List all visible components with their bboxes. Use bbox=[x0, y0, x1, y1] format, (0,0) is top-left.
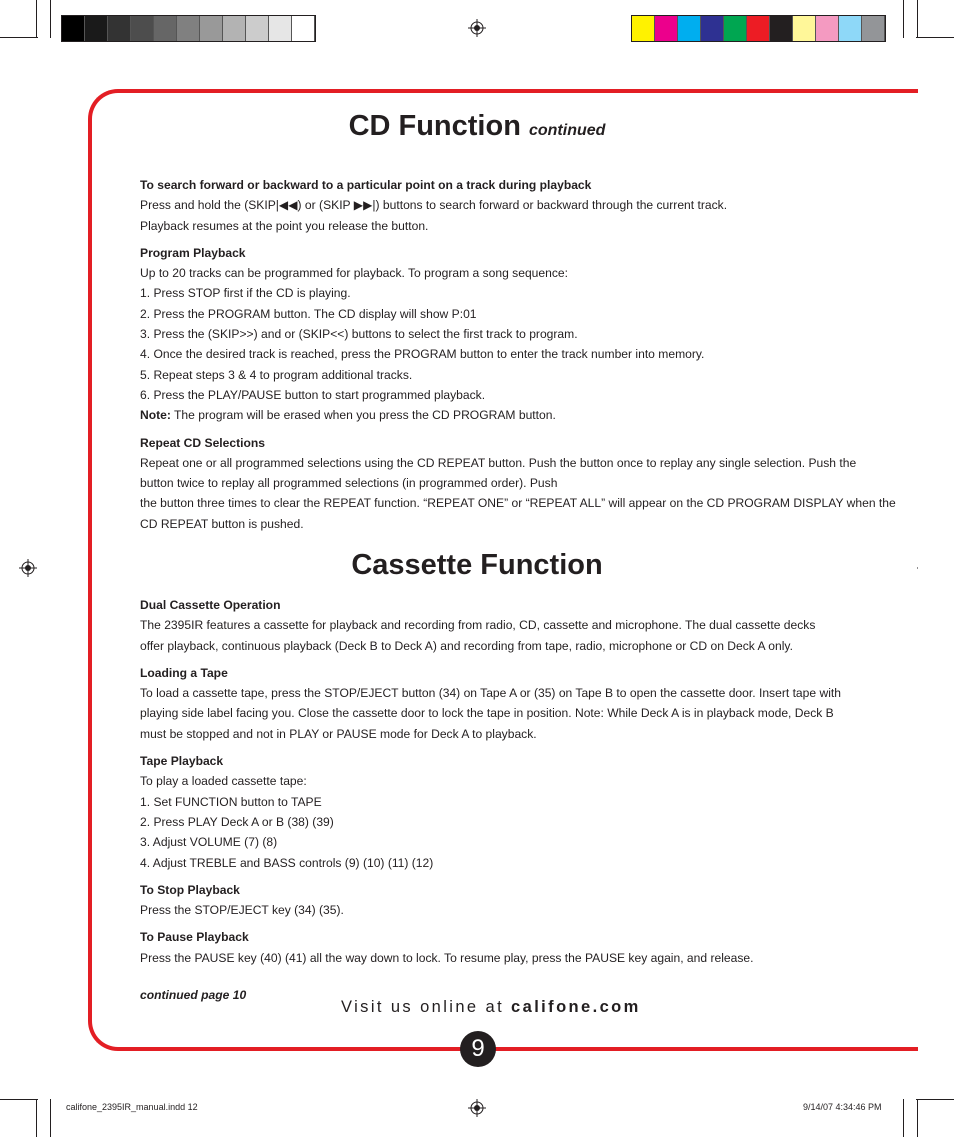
title-cd-text: CD Function bbox=[348, 110, 521, 142]
section-heading: Program Playback bbox=[140, 245, 246, 260]
body-line: Press the PAUSE key (40) (41) all the way down to lock. To resume play, press the PAUSE key again, and release. bbox=[140, 950, 754, 965]
program-section bbox=[140, 243, 900, 426]
color-swatch bbox=[269, 16, 292, 41]
section-heading: To search forward or backward to a particular point on a track during playback bbox=[140, 178, 592, 192]
color-swatch bbox=[655, 16, 678, 41]
color-swatch bbox=[85, 16, 108, 41]
body-line: 3. Adjust VOLUME (7) (8) bbox=[140, 835, 278, 850]
crop-mark bbox=[916, 1099, 954, 1100]
color-swatch bbox=[154, 16, 177, 41]
color-swatch bbox=[724, 16, 747, 41]
grayscale-color-bar bbox=[61, 15, 316, 42]
note-label: Note: bbox=[140, 408, 171, 423]
continued-note: continued page 10 bbox=[140, 988, 247, 1002]
page-title-cd bbox=[0, 110, 954, 143]
color-swatch bbox=[632, 16, 655, 41]
body-line: the button three times to clear the REPEAT function. “REPEAT ONE” or “REPEAT ALL” will appear on the CD PROGRAM DISPLAY when the bbox=[140, 496, 896, 511]
color-swatch bbox=[292, 16, 315, 41]
color-swatch bbox=[200, 16, 223, 41]
crop-mark bbox=[0, 37, 38, 38]
crop-mark bbox=[917, 0, 918, 38]
registration-mark-icon bbox=[468, 19, 486, 37]
slug-date: 9/14/07 4:34:46 PM bbox=[803, 1102, 882, 1112]
body-line: playing side label facing you. Close the cassette door to lock the tape in position. Note: While Deck A is in playback mode, Deck B bbox=[140, 706, 834, 721]
color-swatch bbox=[770, 16, 793, 41]
body-line: 3. Press the (SKIP>>) and or (SKIP<<) buttons to select the first track to program. bbox=[140, 327, 578, 342]
website-line bbox=[341, 998, 641, 1017]
crop-mark bbox=[36, 0, 37, 38]
page-title-cassette: Cassette Function bbox=[351, 549, 603, 581]
body-line: 6. Press the PLAY/PAUSE button to start programmed playback. bbox=[140, 387, 486, 402]
visit-prefix: Visit us online at bbox=[341, 998, 512, 1016]
section-heading: To Pause Playback bbox=[140, 930, 249, 945]
loading-section bbox=[140, 663, 900, 744]
body-line: must be stopped and not in PLAY or PAUSE mode for Deck A to playback. bbox=[140, 726, 537, 741]
repeat-section bbox=[140, 433, 900, 534]
body-line: 2. Press the PROGRAM button. The CD display will show P:01 bbox=[140, 306, 477, 321]
body-line: 5. Repeat steps 3 & 4 to program additional tracks. bbox=[140, 367, 413, 382]
crop-mark bbox=[0, 1099, 38, 1100]
note-line bbox=[140, 405, 900, 425]
body-line: 1. Press STOP first if the CD is playing. bbox=[140, 286, 351, 301]
dual-section bbox=[140, 595, 900, 656]
section-heading: Dual Cassette Operation bbox=[140, 598, 281, 612]
color-swatch bbox=[223, 16, 246, 41]
stop-section bbox=[140, 880, 900, 921]
color-swatch bbox=[177, 16, 200, 41]
body-line: Repeat one or all programmed selections using the CD REPEAT button. Push the button once to replay any single selection. Push the bbox=[140, 455, 857, 470]
page-number: 9 bbox=[460, 1031, 496, 1067]
body-line: offer playback, continuous playback (Deck B to Deck A) and recording from tape, radio, microphone or CD on Deck A only. bbox=[140, 638, 793, 653]
body-line: To load a cassette tape, press the STOP/EJECT button (34) on Tape A or (35) on Tape B to open the cassette door. Insert tape with bbox=[140, 686, 841, 701]
color-swatch bbox=[701, 16, 724, 41]
section-heading: To Stop Playback bbox=[140, 882, 240, 897]
crop-mark bbox=[917, 1099, 918, 1137]
section-heading: Repeat CD Selections bbox=[140, 435, 266, 450]
body-line: 2. Press PLAY Deck A or B (38) (39) bbox=[140, 814, 334, 829]
section-heading: Loading a Tape bbox=[140, 665, 228, 680]
website-link[interactable]: califone.com bbox=[511, 998, 641, 1016]
body-line: Press the STOP/EJECT key (34) (35). bbox=[140, 903, 344, 918]
body-line: 4. Adjust TREBLE and BASS controls (9) (10) (11) (12) bbox=[140, 855, 434, 870]
slug-filename: califone_2395IR_manual.indd 12 bbox=[66, 1102, 198, 1112]
color-swatch bbox=[62, 16, 85, 41]
color-swatch bbox=[793, 16, 816, 41]
crop-mark bbox=[50, 0, 51, 38]
color-swatch bbox=[678, 16, 701, 41]
crop-mark bbox=[903, 1099, 904, 1137]
crop-mark bbox=[916, 37, 954, 38]
process-color-bar bbox=[631, 15, 886, 42]
body-line: 1. Set FUNCTION button to TAPE bbox=[140, 794, 322, 809]
color-swatch bbox=[747, 16, 770, 41]
crop-mark bbox=[903, 0, 904, 38]
color-swatch bbox=[131, 16, 154, 41]
body-line: To play a loaded cassette tape: bbox=[140, 774, 307, 789]
color-swatch bbox=[862, 16, 885, 41]
pause-section bbox=[140, 927, 900, 968]
body-line: button twice to replay all programmed selections (in programmed order). Push bbox=[140, 476, 558, 491]
registration-mark-icon bbox=[468, 1099, 486, 1117]
cd-content bbox=[140, 175, 900, 541]
body-line: The 2395IR features a cassette for playback and recording from radio, CD, cassette and microphone. The dual cassette decks bbox=[140, 618, 816, 633]
color-swatch bbox=[839, 16, 862, 41]
section-heading: Tape Playback bbox=[140, 754, 224, 769]
body-line: CD REPEAT button is pushed. bbox=[140, 516, 304, 531]
note-text: The program will be erased when you press the CD PROGRAM button. bbox=[170, 408, 556, 423]
title-continued: continued bbox=[528, 122, 606, 139]
crop-mark bbox=[50, 1099, 51, 1137]
body-line: Playback resumes at the point you release the button. bbox=[140, 218, 429, 233]
search-section bbox=[140, 175, 900, 236]
cassette-content bbox=[140, 595, 900, 975]
body-line: Up to 20 tracks can be programmed for playback. To program a song sequence: bbox=[140, 266, 568, 281]
color-swatch bbox=[108, 16, 131, 41]
color-swatch bbox=[816, 16, 839, 41]
crop-mark bbox=[36, 1099, 37, 1137]
tape-section bbox=[140, 751, 900, 873]
body-line: 4. Once the desired track is reached, press the PROGRAM button to enter the track number into memory. bbox=[140, 347, 705, 362]
body-line: Press and hold the (SKIP|◀◀) or (SKIP ▶▶|) buttons to search forward or backward through the current track. bbox=[140, 198, 728, 213]
color-swatch bbox=[246, 16, 269, 41]
